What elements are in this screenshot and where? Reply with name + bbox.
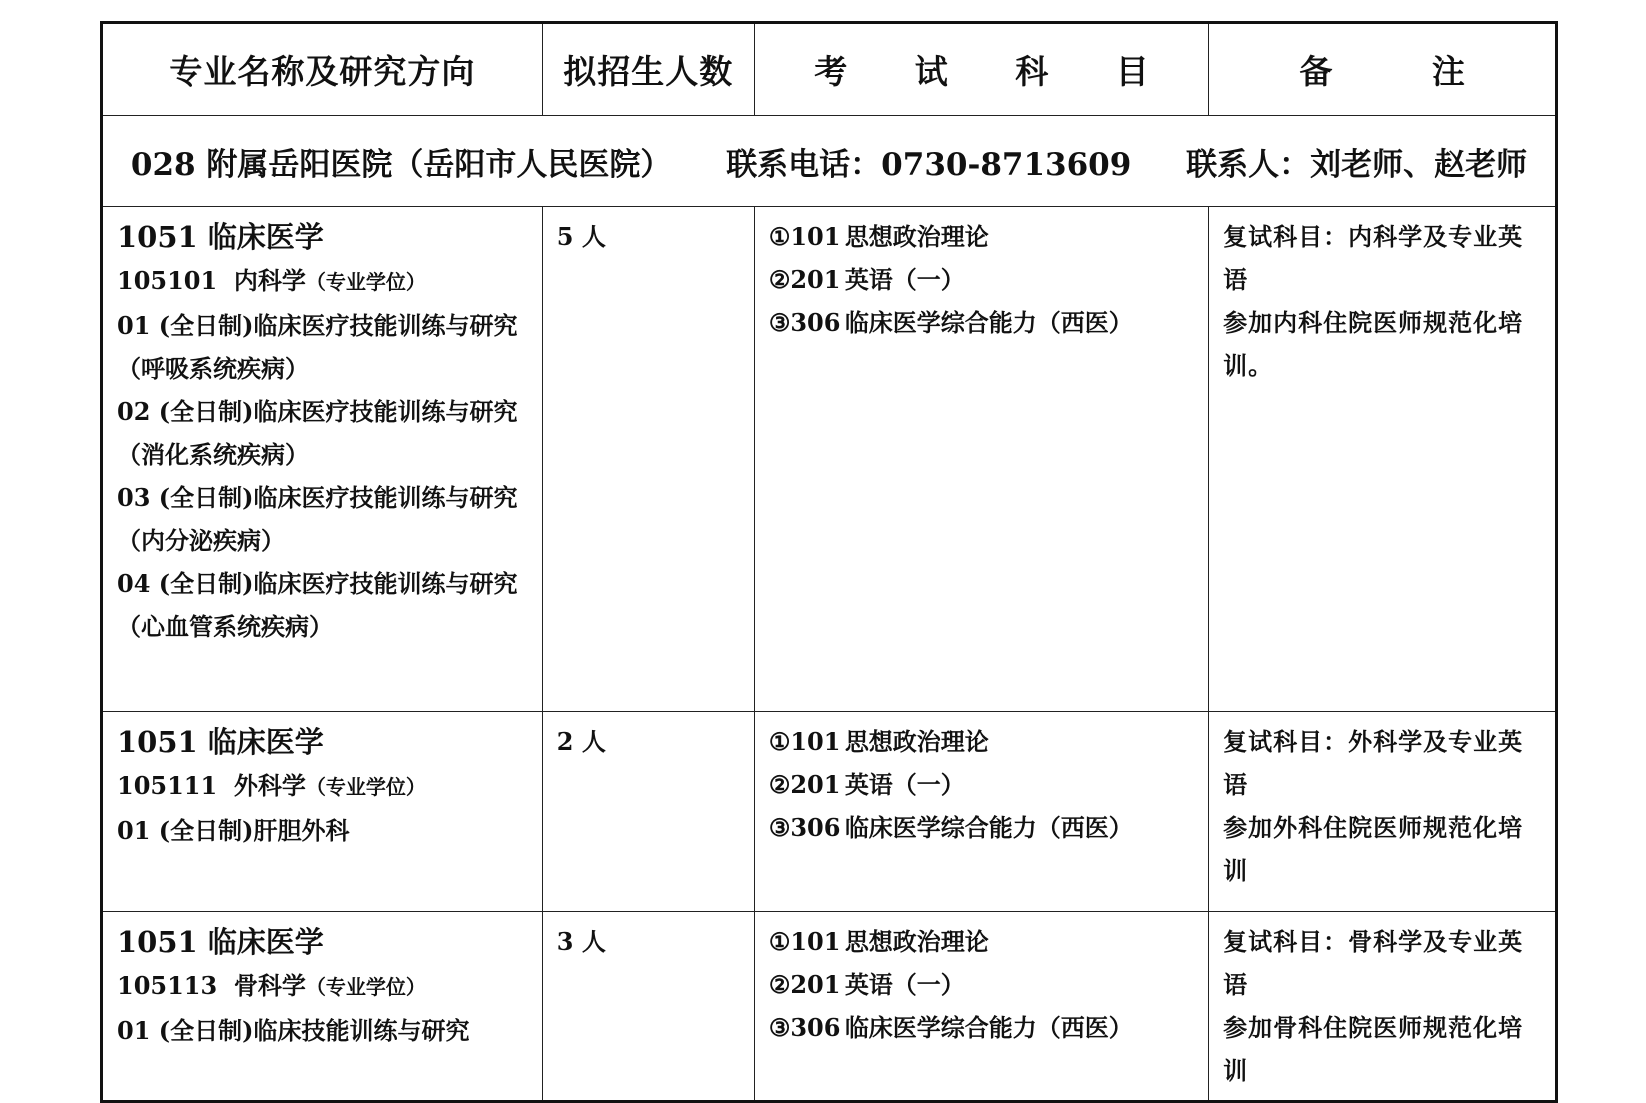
header-exam-subjects: 考 试 科 目 <box>754 23 1208 116</box>
remarks-cell <box>1209 712 1557 912</box>
major-title: 1051 临床医学 <box>117 725 324 759</box>
sub-major <box>117 259 528 304</box>
direction-line: 03 (全日制)临床医疗技能训练与研究 <box>117 483 518 512</box>
exam-item: ③306 临床医学综合能力（西医） <box>768 1013 1133 1042</box>
exam-item: ③306 临床医学综合能力（西医） <box>768 308 1133 337</box>
direction-line: （呼吸系统疾病） <box>117 354 309 383</box>
remark-line: 训 <box>1223 1056 1249 1085</box>
exam-cell <box>754 712 1208 912</box>
unit-phone: 联系电话：0730-8713609 <box>726 146 1132 183</box>
table-row <box>102 712 1557 912</box>
table-row <box>102 207 1557 712</box>
remark-line: 参加内科住院医师规范化培 <box>1223 308 1524 337</box>
exam-item: ②201 英语（一） <box>768 970 965 999</box>
header-enrollment-count: 拟招生人数 <box>542 23 754 116</box>
sub-major <box>117 964 528 1009</box>
remark-line: 参加外科住院医师规范化培 <box>1223 813 1524 842</box>
exam-item: ①101 思想政治理论 <box>768 222 989 251</box>
exam-item: ①101 思想政治理论 <box>768 727 989 756</box>
table-row <box>102 912 1557 1102</box>
direction-line: 01 (全日制)肝胆外科 <box>117 816 350 845</box>
exam-item: ②201 英语（一） <box>768 770 965 799</box>
sub-major-type: （专业学位） <box>305 775 426 799</box>
direction-line: 04 (全日制)临床医疗技能训练与研究 <box>117 569 518 598</box>
sub-major-name: 外科学 <box>233 771 306 800</box>
sub-major <box>117 764 528 809</box>
direction-line: 01 (全日制)临床技能训练与研究 <box>117 1016 470 1045</box>
unit-contact: 联系人：刘老师、赵老师 <box>1186 146 1528 183</box>
unit-row <box>102 116 1557 207</box>
sub-major-type: （专业学位） <box>305 975 426 999</box>
sub-major-type: （专业学位） <box>305 270 426 294</box>
major-cell <box>102 912 543 1102</box>
unit-name: 028 附属岳阳医院（岳阳市人民医院） <box>130 146 672 183</box>
direction-line: （心血管系统疾病） <box>117 612 333 641</box>
major-title: 1051 临床医学 <box>117 925 324 959</box>
direction-line: 02 (全日制)临床医疗技能训练与研究 <box>117 397 518 426</box>
direction-line: （内分泌疾病） <box>117 526 285 555</box>
exam-item: ①101 思想政治理论 <box>768 927 989 956</box>
exam-item: ③306 临床医学综合能力（西医） <box>768 813 1133 842</box>
remark-line: 复试科目：内科学及专业英 <box>1223 222 1524 251</box>
direction-line: （消化系统疾病） <box>117 440 309 469</box>
enrollment-count: 2 人 <box>542 712 754 912</box>
exam-cell <box>754 912 1208 1102</box>
header-row <box>102 23 1557 116</box>
remark-line: 复试科目：外科学及专业英语 <box>1223 727 1524 799</box>
major-cell <box>102 712 543 912</box>
sub-major-code: 105113 <box>117 971 218 1000</box>
enrollment-count: 5 人 <box>542 207 754 712</box>
direction-line: 01 (全日制)临床医疗技能训练与研究 <box>117 311 518 340</box>
admissions-table <box>100 21 1558 1103</box>
exam-item: ②201 英语（一） <box>768 265 965 294</box>
header-remarks: 备 注 <box>1209 23 1557 116</box>
remark-line: 训 <box>1223 856 1249 885</box>
remarks-cell <box>1209 912 1557 1102</box>
sub-major-name: 骨科学 <box>233 971 306 1000</box>
remarks-cell <box>1209 207 1557 712</box>
header-major-direction: 专业名称及研究方向 <box>102 23 543 116</box>
remark-line: 参加骨科住院医师规范化培 <box>1223 1013 1524 1042</box>
major-title: 1051 临床医学 <box>117 220 324 254</box>
remark-line: 语 <box>1223 265 1249 294</box>
remark-line: 复试科目：骨科学及专业英语 <box>1223 927 1524 999</box>
major-cell <box>102 207 543 712</box>
exam-cell <box>754 207 1208 712</box>
sub-major-code: 105111 <box>117 771 218 800</box>
sub-major-code: 105101 <box>117 266 218 295</box>
enrollment-count: 3 人 <box>542 912 754 1102</box>
remark-line: 训。 <box>1223 351 1274 380</box>
sub-major-name: 内科学 <box>233 266 306 295</box>
